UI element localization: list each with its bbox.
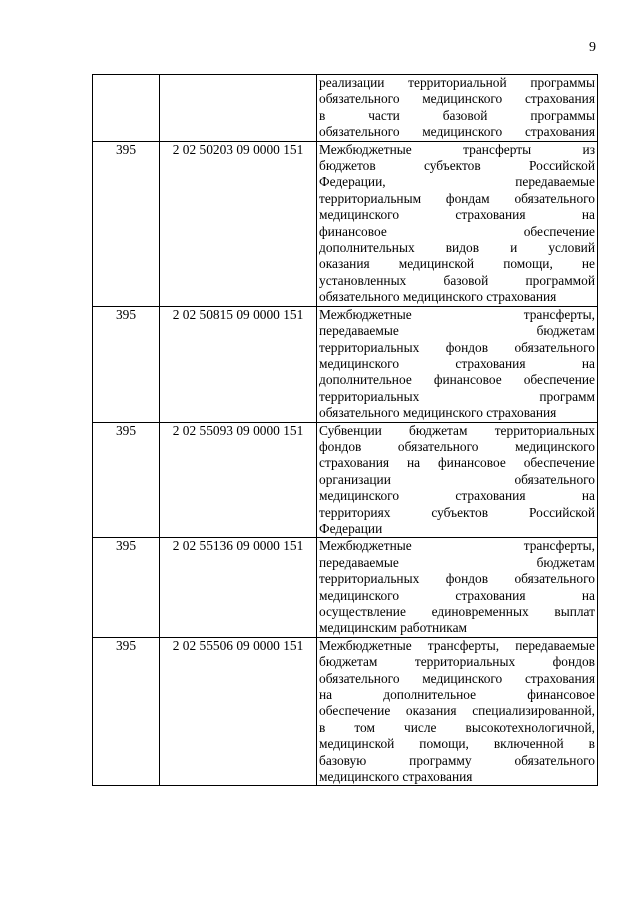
revenue-name-line: Межбюджетные трансферты, (319, 538, 595, 554)
revenue-name-line: обязательного медицинского страхования (319, 405, 557, 421)
admin-code-cell: 395 (93, 141, 160, 306)
revenue-name-line: бюджетам территориальных фондов (319, 654, 595, 670)
budget-code-cell: 2 02 55093 09 0000 151 (160, 422, 317, 538)
revenue-name-line: фондов обязательного медицинского (319, 438, 595, 454)
table-row (93, 422, 598, 538)
revenue-name-line: в том числе высокотехнологичной, (319, 719, 595, 735)
page-number: 9 (589, 40, 596, 55)
revenue-name-line: дополнительное финансовое обеспечение (319, 372, 595, 388)
revenue-name-line: Межбюджетные трансферты, (319, 306, 595, 322)
admin-code-cell: 395 (93, 306, 160, 422)
revenue-name-line: на дополнительное финансовое (319, 687, 595, 703)
revenue-name-line: обязательного медицинского страхования (319, 289, 557, 305)
revenue-name-line: медицинским работникам (319, 620, 468, 636)
revenue-name-line: бюджетов субъектов Российской (319, 158, 595, 174)
budget-code-cell (160, 75, 317, 142)
revenue-name-line: обязательного медицинского страхования (319, 670, 595, 686)
revenue-name-line: организации обязательного (319, 471, 595, 487)
budget-code-cell: 2 02 50203 09 0000 151 (160, 141, 317, 306)
admin-code-cell: 395 (93, 637, 160, 786)
revenue-name-line: Межбюджетные трансферты, передаваемые (319, 637, 595, 653)
table-row (93, 306, 598, 422)
admin-code-cell (93, 75, 160, 142)
revenue-name-line: территориальным фондам обязательного (319, 190, 595, 206)
table-row (93, 141, 598, 306)
table-body (93, 75, 598, 786)
revenue-name-line: медицинского страхования на (319, 587, 595, 603)
revenue-name-cell (317, 538, 598, 637)
revenue-name-line: обеспечение оказания специализированной, (319, 703, 595, 719)
revenue-name-line: в части базовой программы (319, 107, 595, 123)
revenue-name-cell (317, 306, 598, 422)
revenue-name-line: медицинского страхования (319, 769, 473, 785)
revenue-name-line: оказания медицинской помощи, не (319, 256, 595, 272)
table-row (93, 75, 598, 142)
budget-code-cell: 2 02 50815 09 0000 151 (160, 306, 317, 422)
revenue-name-cell (317, 141, 598, 306)
budget-code-cell: 2 02 55136 09 0000 151 (160, 538, 317, 637)
revenue-name-line: обязательного медицинского страхования (319, 91, 595, 107)
revenue-name-line: базовую программу обязательного (319, 752, 595, 768)
revenue-name-line: передаваемые бюджетам (319, 323, 595, 339)
revenue-name-line: Федерации (319, 520, 383, 536)
revenue-name-line: дополнительных видов и условий (319, 240, 595, 256)
revenue-name-line: осуществление единовременных выплат (319, 604, 595, 619)
revenue-name-line: обязательного медицинского страхования (319, 124, 595, 140)
revenue-name-line: установленных базовой программой (319, 272, 595, 288)
revenue-name-line: Федерации, передаваемые (319, 174, 595, 190)
revenue-name-line: Межбюджетные трансферты из (319, 141, 595, 157)
revenue-name-line: территориальных фондов обязательного (319, 339, 595, 355)
revenue-name-line: страхования на финансовое обеспечение (319, 455, 595, 471)
revenue-name-cell (317, 422, 598, 538)
revenue-name-line: территориальных фондов обязательного (319, 571, 595, 587)
revenue-name-line: реализации территориальной программы (319, 75, 595, 90)
table-row (93, 637, 598, 786)
budget-codes-table (92, 74, 598, 786)
revenue-name-cell (317, 75, 598, 142)
revenue-name-cell (317, 637, 598, 786)
revenue-name-line: передаваемые бюджетам (319, 554, 595, 570)
admin-code-cell: 395 (93, 538, 160, 637)
admin-code-cell: 395 (93, 422, 160, 538)
revenue-name-line: территориях субъектов Российской (319, 504, 595, 520)
table-row (93, 538, 598, 637)
revenue-name-line: медицинского страхования на (319, 488, 595, 504)
revenue-name-line: медицинской помощи, включенной в (319, 736, 595, 752)
revenue-name-line: финансовое обеспечение (319, 223, 595, 239)
revenue-name-line: Субвенции бюджетам территориальных (319, 422, 595, 438)
budget-code-cell: 2 02 55506 09 0000 151 (160, 637, 317, 786)
revenue-name-line: медицинского страхования на (319, 355, 595, 371)
revenue-name-line: медицинского страхования на (319, 207, 595, 223)
revenue-name-line: территориальных программ (319, 388, 595, 404)
